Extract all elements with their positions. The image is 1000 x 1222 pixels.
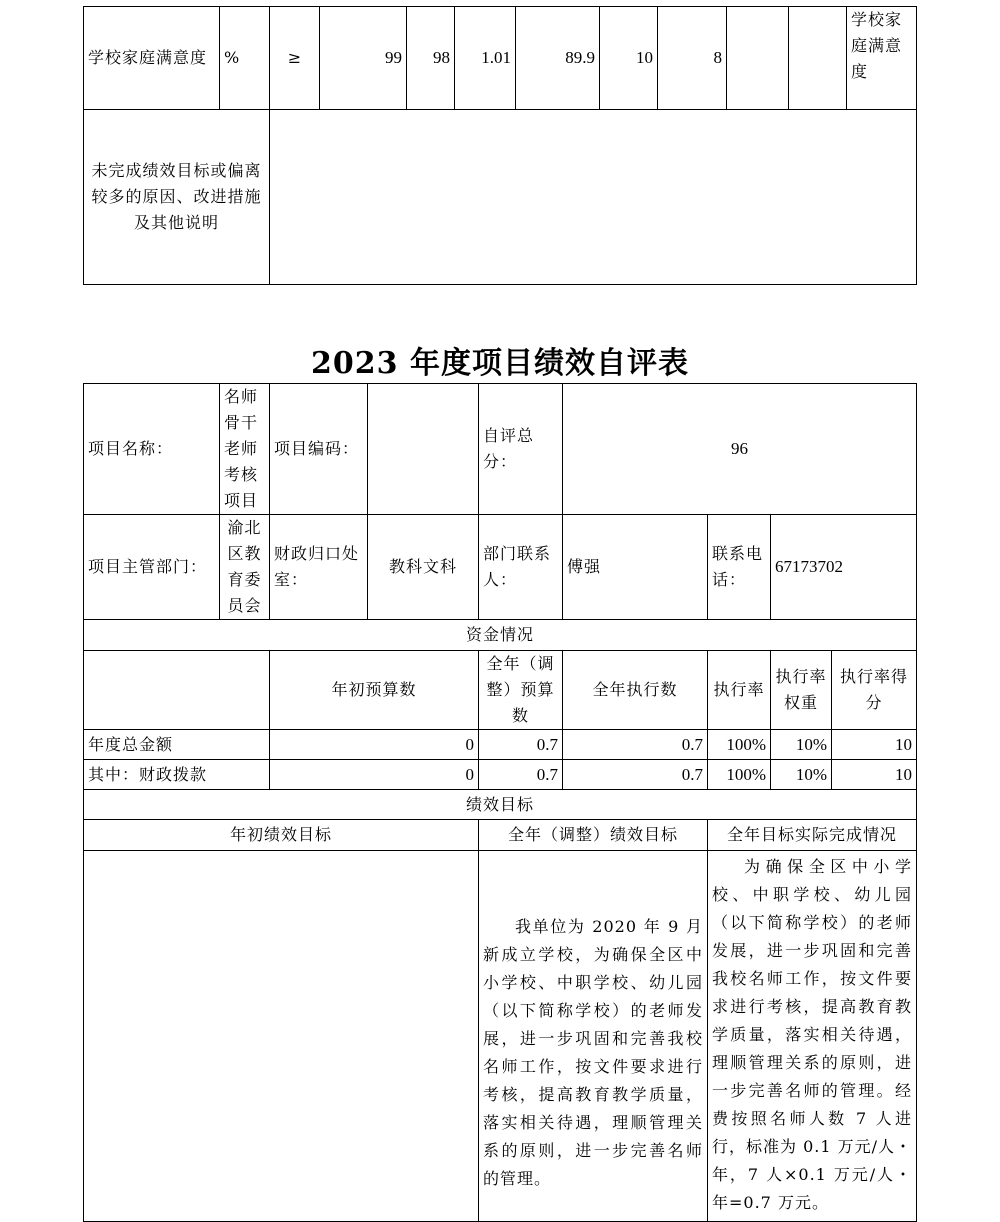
score-cell: 10 [832, 760, 917, 790]
phone-value: 67173702 [771, 515, 917, 620]
initial-budget-cell: 0 [270, 760, 479, 790]
score-cell: 10 [832, 730, 917, 760]
header-exec-rate: 执行率 [708, 651, 771, 730]
phone-label: 联系电话： [708, 515, 771, 620]
table-row [84, 851, 917, 1222]
value-cell: 89.9 [516, 7, 600, 110]
value-cell: 99 [320, 7, 407, 110]
contact-value: 傅强 [563, 515, 708, 620]
reason-label-cell: 未完成绩效目标或偏离较多的原因、改进措施及其他说明 [84, 110, 270, 285]
reason-value-cell [270, 110, 917, 285]
header-adjusted-budget: 全年（调整）预算数 [479, 651, 563, 730]
dept-value: 渝北区教育委员会 [220, 515, 270, 620]
page-title: 2023 年度项目绩效自评表 [311, 346, 689, 381]
funds-header-blank [84, 651, 270, 730]
table-row [84, 651, 917, 730]
score-value: 96 [563, 384, 917, 515]
executed-cell: 0.7 [563, 760, 708, 790]
table-row [84, 384, 917, 515]
row-label: 年度总金额 [84, 730, 270, 760]
weight-cell: 10% [771, 760, 832, 790]
continued-indicator-table [83, 6, 917, 285]
operator-cell: ≥ [270, 7, 320, 110]
goals-col-adjusted: 全年（调整）绩效目标 [479, 820, 708, 851]
indicator-name-cell: 学校家庭满意度 [84, 7, 220, 110]
goals-actual-text: 为确保全区中小学校、中职学校、幼儿园（以下简称学校）的老师发展，进一步巩固和完善我校名师工作，按文件要求进行考核，提高教育教学质量，落实相关待遇，理顺管理关系的原则，进一步完善名师的管理。经费按照名师人数 7 人进行，标准为 0.1 万元/人・年，7 人×0.1 万元/人・年=0.7 万元。 [708, 851, 917, 1222]
office-value: 教科文科 [368, 515, 479, 620]
table-row [84, 620, 917, 651]
goals-adjusted-text: 我单位为 2020 年 9 月新成立学校，为确保全区中小学校、中职学校、幼儿园（以下简称学校）的老师发展，进一步巩固和完善我校名师工作，按文件要求进行考核，提高教育教学质量，落实相关待遇，理顺管理关系的原则，进一步完善名师的管理。 [479, 851, 708, 1222]
self-evaluation-table [83, 383, 917, 1222]
value-cell: 1.01 [455, 7, 516, 110]
initial-budget-cell: 0 [270, 730, 479, 760]
adjusted-budget-cell: 0.7 [479, 760, 563, 790]
value-cell [789, 7, 847, 110]
adjusted-budget-cell: 0.7 [479, 730, 563, 760]
header-score: 执行率得分 [832, 651, 917, 730]
funds-section-title: 资金情况 [84, 620, 917, 651]
table-row [84, 110, 917, 285]
table-row [84, 730, 917, 760]
office-label: 财政归口处室： [270, 515, 368, 620]
goals-col-initial: 年初绩效目标 [84, 820, 479, 851]
weight-cell: 10% [771, 730, 832, 760]
goals-col-actual: 全年目标实际完成情况 [708, 820, 917, 851]
header-initial-budget: 年初预算数 [270, 651, 479, 730]
executed-cell: 0.7 [563, 730, 708, 760]
project-name-label: 项目名称： [84, 384, 220, 515]
table-row [84, 7, 917, 110]
project-code-label: 项目编码： [270, 384, 368, 515]
table-row [84, 820, 917, 851]
project-name-value: 名师骨干老师考核项目 [220, 384, 270, 515]
exec-rate-cell: 100% [708, 760, 771, 790]
row-label: 其中：财政拨款 [84, 760, 270, 790]
unit-cell: % [220, 7, 270, 110]
goals-initial-text [84, 851, 479, 1222]
table-row [84, 760, 917, 790]
table-row [84, 790, 917, 820]
score-label: 自评总分： [479, 384, 563, 515]
project-code-value [368, 384, 479, 515]
header-executed: 全年执行数 [563, 651, 708, 730]
note-cell: 学校家庭满意度 [847, 7, 917, 110]
goals-section-title: 绩效目标 [84, 790, 917, 820]
header-weight: 执行率权重 [771, 651, 832, 730]
contact-label: 部门联系人： [479, 515, 563, 620]
value-cell [727, 7, 789, 110]
exec-rate-cell: 100% [708, 730, 771, 760]
dept-label: 项目主管部门： [84, 515, 220, 620]
table-row [84, 515, 917, 620]
value-cell: 10 [600, 7, 658, 110]
value-cell: 98 [407, 7, 455, 110]
value-cell: 8 [658, 7, 727, 110]
